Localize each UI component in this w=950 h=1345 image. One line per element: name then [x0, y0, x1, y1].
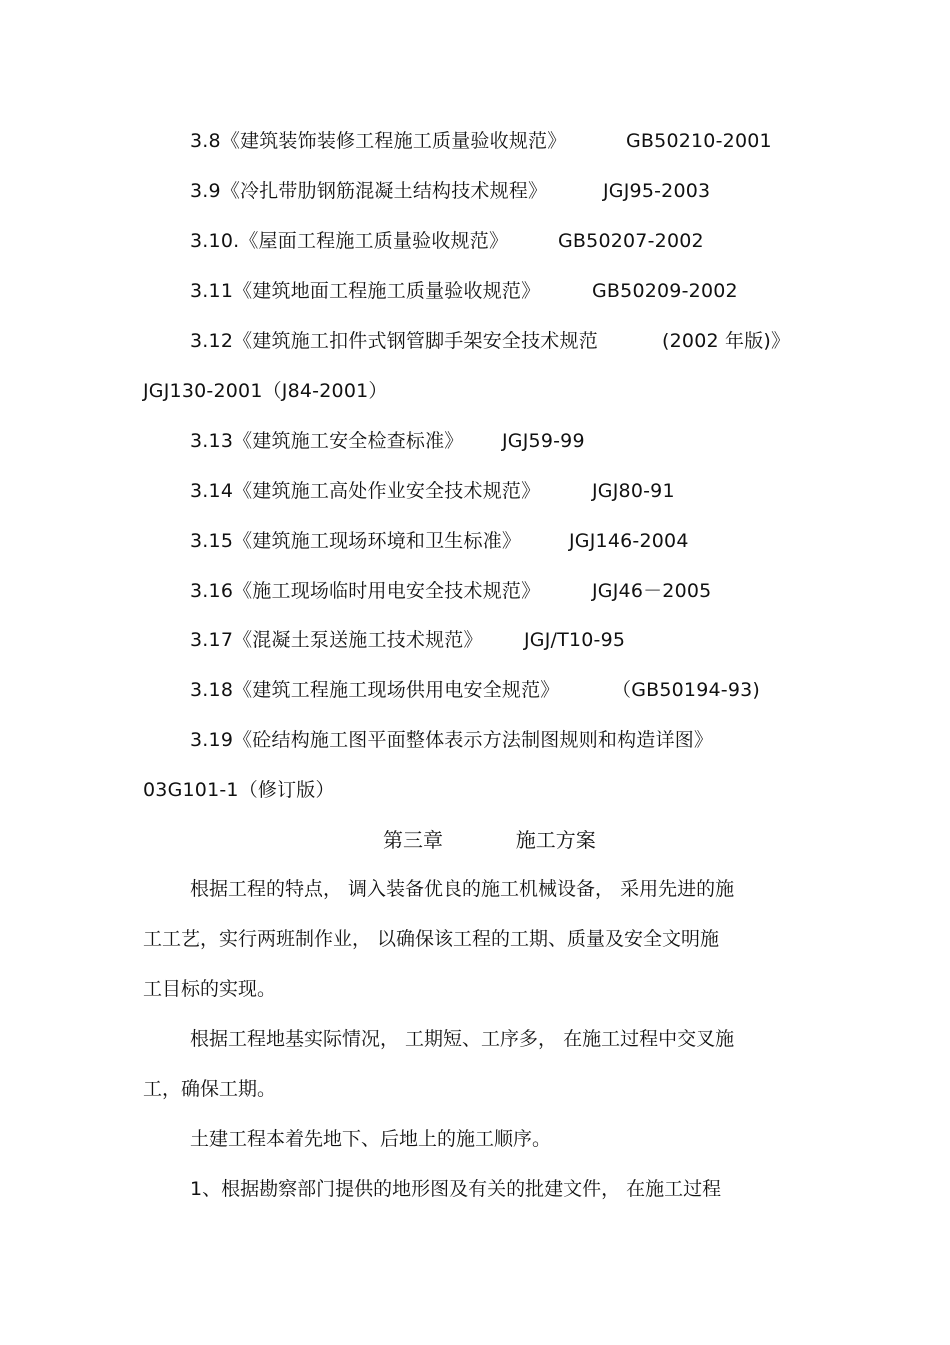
standard-code: （GB50194-93): [612, 679, 761, 701]
standard-code: JGJ59-99: [502, 430, 585, 452]
chapter-title: 施工方案: [515, 828, 596, 852]
standard-title: 3.9《冷扎带肋钢筋混凝土结构技术规程》: [190, 180, 548, 202]
standard-title: 3.17《混凝土泵送施工技术规范》: [190, 629, 483, 651]
paragraph-line: 根据工程的特点， 调入装备优良的施工机械设备， 采用先进的施: [190, 878, 735, 900]
standard-item: [190, 278, 738, 304]
standard-title: 3.13《建筑施工安全检查标准》: [190, 430, 464, 452]
standard-item: [190, 428, 585, 454]
standard-title: 3.18《建筑工程施工现场供用电安全规范》: [190, 679, 560, 701]
standard-title: 3.15《建筑施工现场环境和卫生标准》: [190, 530, 522, 552]
paragraph-line: 根据工程地基实际情况， 工期短、工序多， 在施工过程中交叉施: [190, 1028, 735, 1050]
standard-item-continuation: [143, 777, 335, 803]
standard-title: 3.8《建筑装饰装修工程施工质量验收规范》: [190, 130, 567, 152]
standard-title: 3.12《建筑施工扣件式钢管脚手架安全技术规范: [190, 330, 598, 352]
standard-item: [190, 528, 689, 554]
chapter-number: 第三章: [383, 828, 443, 852]
standard-item: [190, 478, 675, 504]
standard-code: 03G101-1（修订版）: [143, 779, 335, 801]
standard-code: JGJ130-2001（J84-2001）: [143, 380, 388, 402]
standard-title: 3.19《砼结构施工图平面整体表示方法制图规则和构造详图》: [190, 729, 714, 751]
paragraph-line: 土建工程本着先地下、后地上的施工顺序。: [190, 1128, 552, 1150]
paragraph-line: 工工艺，实行两班制作业， 以确保该工程的工期、质量及安全文明施: [143, 928, 720, 950]
standard-code: GB50209-2002: [592, 280, 738, 302]
standard-item: [190, 627, 626, 653]
standard-item: [190, 677, 761, 703]
standard-code: JGJ95-2003: [603, 180, 711, 202]
standard-title: 3.10.《屋面工程施工质量验收规范》: [190, 230, 509, 252]
paragraph-line: 工，确保工期。: [143, 1078, 277, 1100]
standard-code: JGJ146-2004: [569, 530, 689, 552]
paragraph-line: 工目标的实现。: [143, 978, 277, 1000]
standard-title: 3.14《建筑施工高处作业安全技术规范》: [190, 480, 541, 502]
standard-code: GB50210-2001: [626, 130, 772, 152]
chapter-heading: [383, 827, 596, 853]
standard-item: [190, 228, 704, 254]
standard-code: JGJ46－2005: [592, 580, 712, 602]
standard-code: JGJ/T10-95: [524, 629, 626, 651]
standard-item: [190, 128, 772, 154]
standard-code: JGJ80-91: [592, 480, 675, 502]
paragraph-line: 1、根据勘察部门提供的地形图及有关的批建文件， 在施工过程: [190, 1178, 722, 1200]
standard-item: [190, 178, 711, 204]
standard-title: 3.11《建筑地面工程施工质量验收规范》: [190, 280, 541, 302]
standard-item-continuation: [143, 378, 388, 404]
standard-item: [190, 578, 712, 604]
standard-code: (2002 年版)》: [662, 330, 791, 352]
standard-item: [190, 328, 791, 354]
standard-title: 3.16《施工现场临时用电安全技术规范》: [190, 580, 541, 602]
standard-code: GB50207-2002: [558, 230, 704, 252]
standard-item: [190, 727, 713, 753]
